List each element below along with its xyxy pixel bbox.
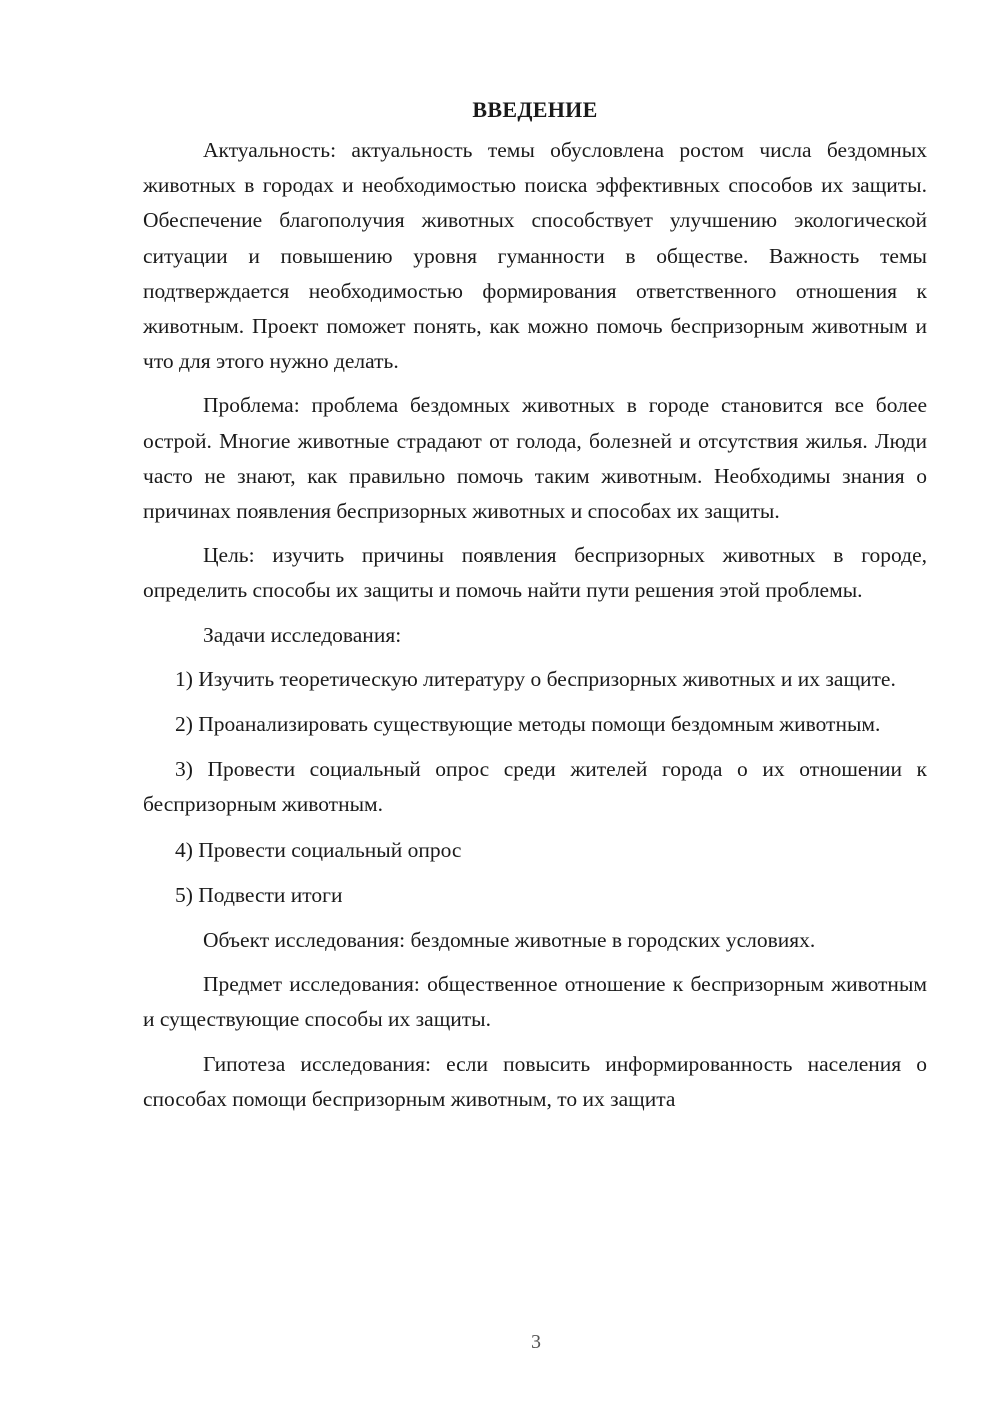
task-item: 1) Изучить теоретическую литературу о беспризорных животных и их защите. <box>175 666 896 691</box>
task-item: 4) Провести социальный опрос <box>175 837 462 862</box>
paragraph-goal: Цель: изучить причины появления беспризорных животных в городе, определить способы их защиты и помочь найти пути решения этой проблемы. <box>143 543 927 603</box>
task-item: 5) Подвести итоги <box>175 882 343 907</box>
paragraph-object: Объект исследования: бездомные животные в городских условиях. <box>203 928 816 953</box>
paragraph-problem: Проблема: проблема бездомных животных в городе становится все более острой. Многие животные страдают от голода, болезней и отсутствия жилья. Люди часто не знают, как правильно помочь таким животным. Необходимы знания о причинах появления беспризорных животных и способах их защиты. <box>143 393 927 524</box>
paragraph-subject: Предмет исследования: общественное отношение к беспризорным животным и существующие способы их защиты. <box>143 972 927 1032</box>
task-item: 2) Проанализировать существующие методы помощи бездомным животным. <box>175 712 881 737</box>
paragraph-hypothesis: Гипотеза исследования: если повысить информированность населения о способах помощи беспризорным животным, то их защита <box>143 1051 927 1111</box>
page-title: ВВЕДЕНИЕ <box>472 97 598 122</box>
task-item: 3) Провести социальный опрос среди жителей города о их отношении к беспризорным животным. <box>143 757 927 817</box>
page-number: 3 <box>531 1331 541 1353</box>
paragraph-relevance: Актуальность: актуальность темы обусловлена ростом числа бездомных животных в городах и необходимостью поиска эффективных способов их защиты. Обеспечение благополучия животных способствует улучшению экологической ситуации и повышению уровня гуманности в обществе. Важность темы подтверждается необходимостью формирования ответственного отношения к животным. Проект поможет понять, как можно помочь беспризорным животным и что для этого нужно делать. <box>143 138 927 374</box>
document-page <box>143 92 927 1126</box>
tasks-heading: Задачи исследования: <box>203 622 402 647</box>
